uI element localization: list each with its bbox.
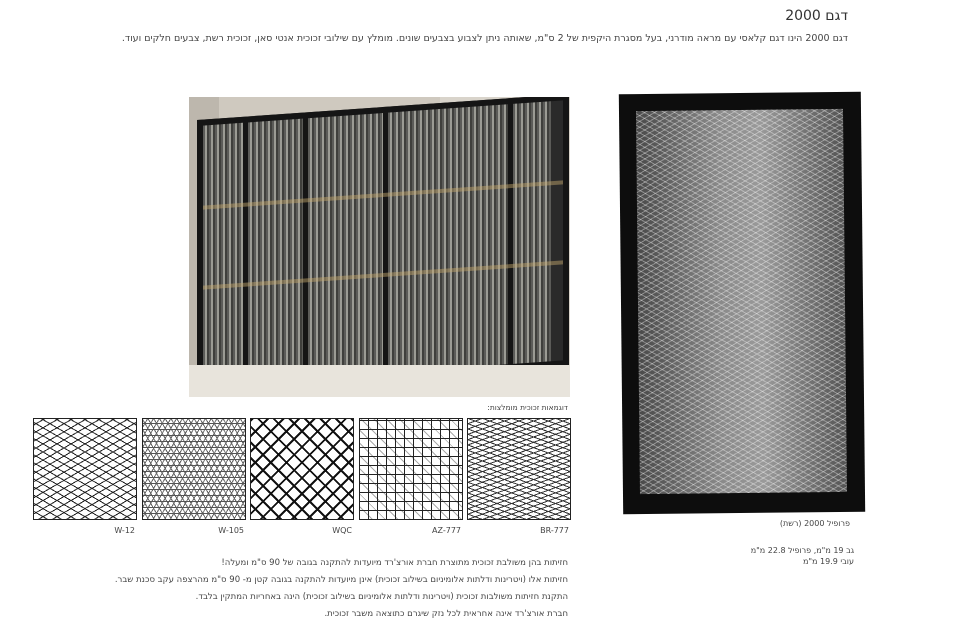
pattern-label: BR-777 bbox=[540, 526, 569, 535]
profile-dims-line: גב 19 מ"מ, פרופיל 22.8 מ"מ bbox=[750, 546, 854, 555]
pattern-label: WQC bbox=[332, 526, 352, 535]
photo-door bbox=[513, 101, 551, 364]
photo-door bbox=[308, 113, 388, 379]
photo-door bbox=[388, 104, 513, 373]
model-description: דגם 2000 הינו דגם קלאסי עם מראה מודרני, בעל מסגרת היקפית של 2 ס"מ, שאותה ניתן לצבוע בצבעים שונים. מומלץ עם שילובי זכוכית אנטי סאן, זכוכית רשת, צבעים חלקים ועוד. bbox=[121, 33, 848, 44]
profile-dims-line: עובי 19.9 מ"מ bbox=[802, 557, 854, 566]
patterns-label: דוגמאות זכוכית מומלצות: bbox=[487, 403, 568, 412]
mesh-door-sample bbox=[619, 92, 865, 515]
pattern-label: AZ-777 bbox=[432, 526, 461, 535]
note-line: התקנת חזיתות משולבות זכוכית (ויטרינות ודלתות אלומיניום בשילוב זכוכית) הינה באחריות המתקין בלבד. bbox=[195, 592, 568, 602]
pattern-swatch-az777 bbox=[359, 418, 463, 520]
pattern-label: W-105 bbox=[218, 526, 244, 535]
photo-cabinet bbox=[197, 97, 569, 392]
photo-counter bbox=[189, 365, 570, 397]
page-title: דגם 2000 bbox=[785, 8, 848, 24]
profile-label: פרופיל 2000 (רשת) bbox=[779, 519, 850, 528]
note-line: חזיתות בהן משולבת זכוכית מתוצרת חברת אורצ'רד מיועדות להתקנה בגובה של 90 ס"מ ומעלה! bbox=[221, 558, 568, 568]
pattern-swatch-br777 bbox=[467, 418, 571, 520]
profile-dimensions bbox=[751, 545, 854, 567]
note-line: חברת אורצ'רד אינה אחראית לכל נזק שיגרם כתוצאה משבר זכוכית. bbox=[324, 609, 568, 619]
pattern-swatch-w105 bbox=[142, 418, 246, 520]
pattern-swatch-w12 bbox=[33, 418, 137, 520]
kitchen-cabinet-photo bbox=[189, 97, 570, 397]
note-line: חזיתות אלו (ויטרינות ודלתות אלומיניום בשילוב זכוכית) אינן מיועדות להתקנה בגובה קטן מ- 90 ס"מ מהרצפה עקב סכנת שבר. bbox=[114, 575, 568, 585]
installation-notes bbox=[68, 555, 568, 623]
photo-door bbox=[248, 118, 308, 382]
pattern-swatch-wqc bbox=[250, 418, 354, 520]
photo-door bbox=[203, 122, 248, 385]
mesh-glass-panel bbox=[636, 109, 847, 494]
pattern-label: W-12 bbox=[114, 526, 135, 535]
